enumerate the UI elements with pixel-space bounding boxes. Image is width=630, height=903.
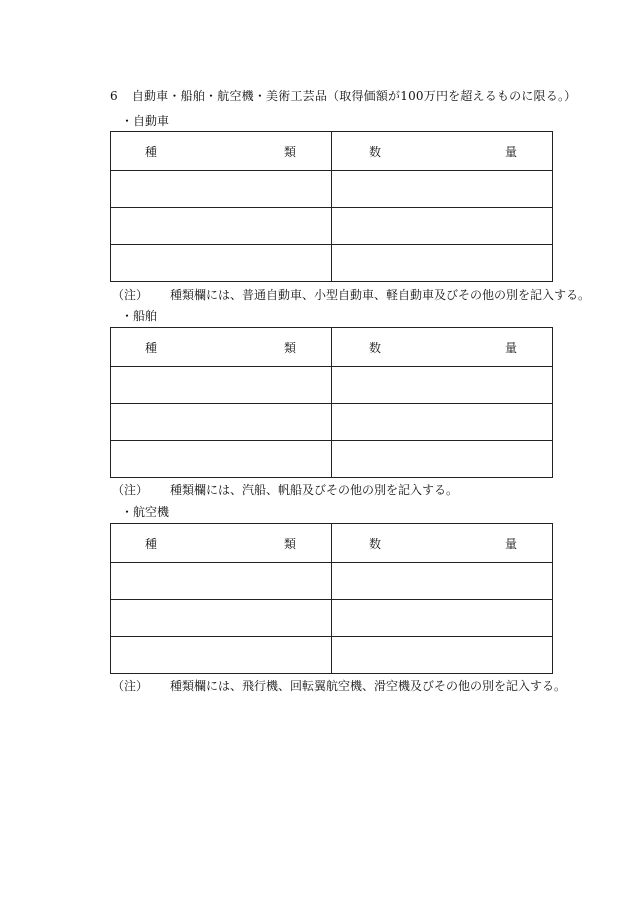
table-row (111, 404, 553, 441)
heading-number: 6 (110, 89, 118, 103)
kind-header-char-1: 種 (145, 144, 158, 159)
note-text: 種類欄には、普通自動車、小型自動車、軽自動車及びその他の別を記入する。 (170, 288, 591, 302)
table-header-row (111, 524, 553, 563)
table-row (111, 171, 553, 208)
table-header-row (111, 328, 553, 367)
note-text: 種類欄には、飛行機、回転翼航空機、滑空機及びその他の別を記入する。 (170, 679, 567, 693)
quantity-header (332, 132, 553, 171)
section-title-ship: ・船舶 (121, 309, 158, 323)
table-row (111, 441, 553, 478)
aircraft-note (112, 677, 566, 694)
quantity-header (332, 524, 553, 563)
kind-cell[interactable] (111, 441, 332, 478)
quantity-header-char-1: 数 (369, 536, 382, 551)
note-label: （注） (112, 483, 149, 497)
quantity-header-char-1: 数 (369, 144, 382, 159)
quantity-cell[interactable] (332, 404, 553, 441)
note-label: （注） (112, 679, 149, 693)
quantity-cell[interactable] (332, 245, 553, 282)
kind-header-char-1: 種 (145, 340, 158, 355)
heading-text: 自動車・船舶・航空機・美術工芸品（取得価額が100万円を超えるものに限る。） (131, 89, 577, 103)
quantity-header-char-2: 量 (504, 340, 517, 355)
note-text: 種類欄には、汽船、帆船及びその他の別を記入する。 (170, 483, 459, 497)
page-heading (110, 87, 576, 104)
kind-header-char-2: 類 (283, 536, 296, 551)
quantity-cell[interactable] (332, 171, 553, 208)
kind-header (111, 132, 332, 171)
quantity-header (332, 328, 553, 367)
kind-cell[interactable] (111, 404, 332, 441)
quantity-header-char-2: 量 (504, 536, 517, 551)
ship-note (112, 481, 458, 498)
note-label: （注） (112, 288, 149, 302)
kind-header-char-2: 類 (283, 340, 296, 355)
section-title-aircraft: ・航空機 (121, 505, 170, 519)
kind-header (111, 328, 332, 367)
table-row (111, 563, 553, 600)
table-row (111, 367, 553, 404)
section-title-automobile: ・自動車 (121, 114, 170, 128)
kind-cell[interactable] (111, 637, 332, 674)
table-row (111, 208, 553, 245)
automobile-table (110, 131, 553, 282)
aircraft-table (110, 523, 553, 674)
kind-cell[interactable] (111, 171, 332, 208)
table-row (111, 600, 553, 637)
kind-cell[interactable] (111, 367, 332, 404)
quantity-cell[interactable] (332, 600, 553, 637)
table-header-row (111, 132, 553, 171)
quantity-header-char-1: 数 (369, 340, 382, 355)
kind-header-char-1: 種 (145, 536, 158, 551)
kind-header-char-2: 類 (283, 144, 296, 159)
kind-cell[interactable] (111, 245, 332, 282)
quantity-cell[interactable] (332, 441, 553, 478)
kind-header (111, 524, 332, 563)
kind-cell[interactable] (111, 563, 332, 600)
quantity-header-char-2: 量 (504, 144, 517, 159)
quantity-cell[interactable] (332, 367, 553, 404)
table-row (111, 245, 553, 282)
kind-cell[interactable] (111, 600, 332, 637)
automobile-note (112, 286, 590, 303)
quantity-cell[interactable] (332, 637, 553, 674)
table-row (111, 637, 553, 674)
ship-table (110, 327, 553, 478)
quantity-cell[interactable] (332, 563, 553, 600)
kind-cell[interactable] (111, 208, 332, 245)
quantity-cell[interactable] (332, 208, 553, 245)
